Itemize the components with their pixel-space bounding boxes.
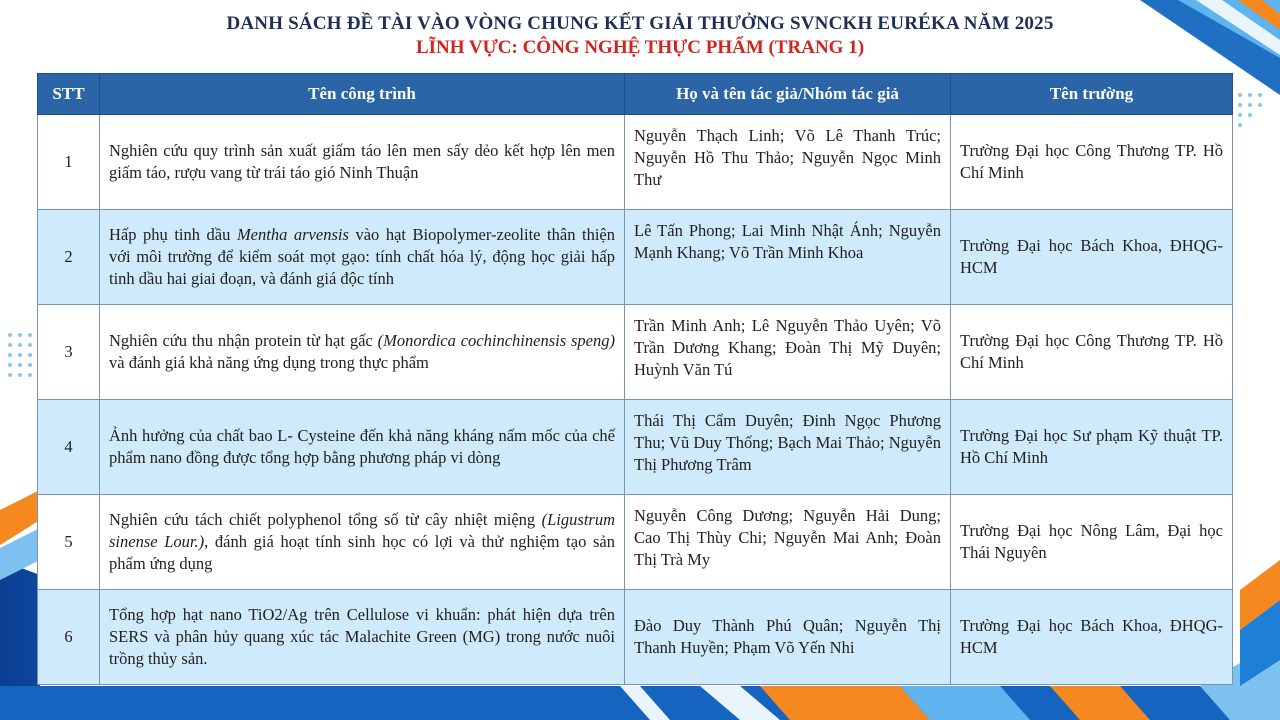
cell-stt: 5 xyxy=(38,495,100,590)
table-row xyxy=(38,305,1233,400)
cell-school: Trường Đại học Bách Khoa, ĐHQG-HCM xyxy=(951,210,1233,305)
header-school: Tên trường xyxy=(951,74,1233,115)
title-text: Hấp phụ tinh dầu xyxy=(109,225,237,244)
table-row xyxy=(38,495,1233,590)
table-row xyxy=(38,115,1233,210)
page-header xyxy=(0,12,1280,60)
cell-project-title xyxy=(100,495,625,590)
cell-school: Trường Đại học Sư phạm Kỹ thuật TP. Hồ Chí Minh xyxy=(951,400,1233,495)
finalist-table-container xyxy=(37,73,1232,685)
title-text: Nghiên cứu tách chiết polyphenol tổng số từ cây nhiệt miệng xyxy=(109,510,542,529)
title-text-rest: và đánh giá khả năng ứng dụng trong thực phẩm xyxy=(109,353,429,372)
table-row xyxy=(38,210,1233,305)
title-text: Tổng hợp hạt nano TiO2/Ag trên Cellulose vi khuẩn: phát hiện dựa trên SERS và phân hủy quang xúc tác Malachite Green (MG) trong nước nuôi trồng thủy sản. xyxy=(109,605,615,668)
table-row xyxy=(38,400,1233,495)
cell-stt: 4 xyxy=(38,400,100,495)
cell-authors: Lê Tấn Phong; Lai Minh Nhật Ánh; Nguyễn Mạnh Khang; Võ Trần Minh Khoa xyxy=(625,210,951,305)
title-text: Nghiên cứu quy trình sản xuất giấm táo lên men sấy dẻo kết hợp lên men giấm táo, rượu vang từ trái táo gió Ninh Thuận xyxy=(109,141,615,182)
cell-project-title xyxy=(100,590,625,685)
table-row xyxy=(38,590,1233,685)
cell-project-title xyxy=(100,210,625,305)
cell-school: Trường Đại học Công Thương TP. Hồ Chí Minh xyxy=(951,305,1233,400)
header-project-title: Tên công trình xyxy=(100,74,625,115)
cell-school: Trường Đại học Công Thương TP. Hồ Chí Minh xyxy=(951,115,1233,210)
table-header-row xyxy=(38,74,1233,115)
title-italic-text: Mentha arvensis xyxy=(236,225,349,244)
cell-stt: 6 xyxy=(38,590,100,685)
header-authors: Họ và tên tác giả/Nhóm tác giả xyxy=(625,74,951,115)
cell-project-title xyxy=(100,305,625,400)
page-subtitle: LĨNH VỰC: CÔNG NGHỆ THỰC PHẨM (TRANG 1) xyxy=(415,37,865,58)
cell-stt: 1 xyxy=(38,115,100,210)
page-title: DANH SÁCH ĐỀ TÀI VÀO VÒNG CHUNG KẾT GIẢI THƯỞNG SVNCKH EURÉKA NĂM 2025 xyxy=(226,13,1054,34)
title-text: Nghiên cứu thu nhận protein từ hạt gấc xyxy=(109,331,378,350)
cell-stt: 2 xyxy=(38,210,100,305)
cell-school: Trường Đại học Bách Khoa, ĐHQG-HCM xyxy=(951,590,1233,685)
title-text-rest: , đánh giá hoạt tính sinh học có lợi và thử nghiệm tạo sản phẩm ứng dụng xyxy=(109,532,615,573)
finalist-table xyxy=(37,73,1233,685)
cell-authors: Thái Thị Cẩm Duyên; Đinh Ngọc Phương Thu; Vũ Duy Thống; Bạch Mai Thảo; Nguyễn Thị Phương Trâm xyxy=(625,400,951,495)
cell-project-title xyxy=(100,115,625,210)
cell-school: Trường Đại học Nông Lâm, Đại học Thái Nguyên xyxy=(951,495,1233,590)
title-italic-text: (Ligustrum sinense Lour.) xyxy=(109,510,615,551)
cell-authors: Đào Duy Thành Phú Quân; Nguyễn Thị Thanh Huyền; Phạm Võ Yến Nhi xyxy=(625,590,951,685)
title-italic-text: (Monordica cochinchinensis speng) xyxy=(377,331,615,350)
right-dot-grid xyxy=(1238,93,1262,127)
title-text-rest: vào hạt Biopolymer-zeolite thân thiện với môi trường để kiểm soát mọt gạo: tính chất hóa lý, động học giải hấp tinh dầu hai giai đoạn, và đánh giá độc tính xyxy=(109,225,615,288)
header-stt: STT xyxy=(38,74,100,115)
cell-authors: Nguyễn Thạch Linh; Võ Lê Thanh Trúc; Nguyễn Hồ Thu Thảo; Nguyễn Ngọc Minh Thư xyxy=(625,115,951,210)
title-text: Ảnh hưởng của chất bao L- Cysteine đến khả năng kháng nấm mốc của chế phẩm nano đồng được tổng hợp bằng phương pháp vi dòng xyxy=(109,426,615,467)
cell-authors: Trần Minh Anh; Lê Nguyễn Thảo Uyên; Võ Trần Dương Khang; Đoàn Thị Mỹ Duyên; Huỳnh Văn Tú xyxy=(625,305,951,400)
cell-stt: 3 xyxy=(38,305,100,400)
cell-project-title xyxy=(100,400,625,495)
left-dot-grid xyxy=(8,333,32,377)
cell-authors: Nguyễn Công Dương; Nguyễn Hải Dung; Cao Thị Thùy Chi; Nguyễn Mai Anh; Đoàn Thị Trà My xyxy=(625,495,951,590)
